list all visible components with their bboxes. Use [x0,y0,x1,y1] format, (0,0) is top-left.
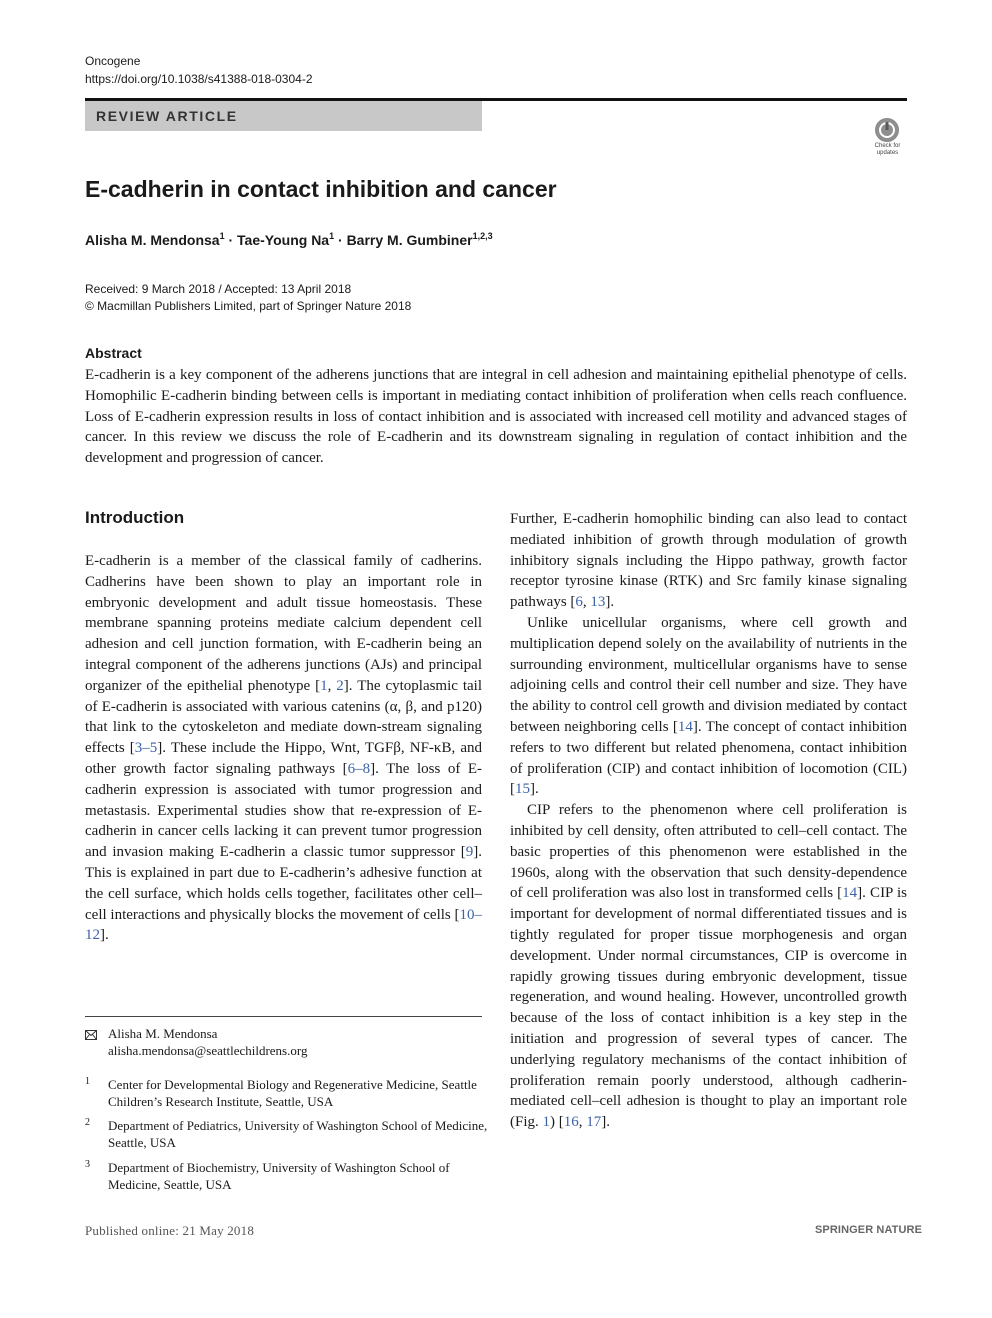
paragraph-text: ]. [601,1114,611,1131]
paragraph-text: ) [ [550,1114,564,1131]
paragraph-text: CIP refers to the phenomenon where cell proliferation is inhibited by cell density, often attributed to cell–cell contact. The basic properties of this phenomenon were established in the 1960s, along with the observation that such density-dependence of cell proliferation was also lost in transformed cells [ [510,802,907,902]
abstract-text: E-cadherin is a key component of the adherens junctions that are integral in cell adhesion and maintaining epithelial phenotype of cells. Homophilic E-cadherin binding between cells is important in mediating contact inhibition of proliferation when cells reach confluence. Loss of E-cadherin expression results in loss of contact inhibition and is associated with increased cell motility and advanced stages of cancer. In this review we discuss the role of E-cadherin and its downstream signaling in regulation of contact inhibition and the development and progression of cancer. [85,367,907,467]
author-affiliation-mark: 1 [219,231,225,241]
citation-link[interactable]: 16 [563,1114,579,1131]
abstract-heading: Abstract [85,345,142,361]
citation-link[interactable]: 13 [590,594,606,611]
citation-dash: – [355,760,363,777]
citation-link[interactable]: 12 [85,927,100,944]
introduction-heading: Introduction [85,508,185,527]
citation-link[interactable]: 5 [149,740,158,757]
citation-link[interactable]: 10 [459,906,475,923]
paragraph-text: Unlike unicellular organisms, where cell growth and multiplication depend solely on the availability of nutrients in the surrounding environment, multicellular organisms have to sense adjoining cells and control their cell number and size. They have the ability to control cell growth and division mediated by contact between neighboring cells [ [510,614,907,735]
paragraph-text: ]. The concept of contact inhibition refers to two different but related phenomena, contact inhibition of proliferation (CIP) and contact inhibition of locomotion (CIL) [ [510,718,907,798]
paragraph-text: ]. The loss of E-cadherin expression is associated with tumor progression and metastasis. Experimental studies show that re-expression of E-cadherin in cancer cells lacking it can prevent tumor progression and invasion making E-cadherin a classic tumor suppressor [ [85,760,483,861]
citation-link[interactable]: 8 [362,760,371,777]
paragraph-text: ]. The cytoplasmic tail of E-cadherin is associated with various catenins (α, β, and p120) that link to the cytoskeleton and mediate down-stream signaling effects [ [85,677,483,757]
intro-paragraph [510,800,907,1133]
affiliation-text: Center for Developmental Biology and Regenerative Medicine, Seattle Children’s Research Institute, Seattle, USA [108,1077,477,1109]
intro-paragraph [85,551,482,946]
citation-link[interactable]: 15 [515,781,530,798]
footnote-rule [85,1016,482,1017]
citation-link[interactable]: 9 [465,844,474,861]
intro-paragraph [510,509,907,613]
published-online-date: Published online: 21 May 2018 [85,1223,255,1238]
check-updates-icon [875,118,899,142]
author-name[interactable]: Barry M. Gumbiner [346,232,473,248]
check-for-updates-badge[interactable] [868,116,907,156]
author-name[interactable]: Alisha M. Mendonsa [85,232,220,248]
article-type-banner: REVIEW ARTICLE [85,101,482,131]
author-separator: · [338,232,343,248]
check-updates-line2: updates [876,150,899,156]
intro-paragraph [510,613,907,800]
springer-nature-logo: SPRINGER NATURE [815,1224,923,1236]
citation-link[interactable]: 6 [347,760,356,777]
figure-link[interactable]: 1 [542,1114,551,1131]
citation-link[interactable]: 1 [320,677,328,694]
paragraph-text: ]. CIP is important for development of normal differentiated tissues and is tightly regulated for proper tissue morphogenesis and organ development. Under normal circumstances, CIP is overcome in rapidly growing tissues during embryonic development, tissue regeneration, and wound healing. However, uncontrolled growth because of the loss of contact inhibition is a key step in the initiation and progression of several types of cancer. The underlying regulatory mechanisms of the contact inhibition of proliferation remain poorly understood, although cadherin-mediated cell–cell adhesion is thought to play an important role (Fig. [510,885,907,1131]
citation-link[interactable]: 2 [336,677,344,694]
citation-link[interactable]: 6 [575,594,583,611]
doi-link[interactable]: https://doi.org/10.1038/s41388-018-0304-2 [85,72,313,86]
received-accepted-dates: Received: 9 March 2018 / Accepted: 13 April 2018 [85,282,352,296]
paragraph-text: , [582,594,591,611]
left-column [85,551,482,946]
copyright-line: © Macmillan Publishers Limited, part of Springer Nature 2018 [85,299,412,313]
affiliation-number: 3 [85,1159,90,1170]
paragraph-text: ]. [530,781,539,798]
affiliation-number: 2 [85,1117,90,1128]
author-name[interactable]: Tae-Young Na [237,232,330,248]
author-affiliation-mark: 1,2,3 [472,231,493,241]
corresponding-author-name: Alisha M. Mendonsa [108,1026,218,1041]
author-list [85,229,493,251]
right-column [510,509,907,1133]
citation-link[interactable]: 14 [842,885,858,902]
corresponding-author-email[interactable]: alisha.mendonsa@seattlechildrens.org [108,1043,308,1058]
paragraph-text: ]. These include the Hippo, Wnt, TGFβ, NF-κB, and other growth factor signaling pathways [ [85,740,482,777]
article-title: E-cadherin in contact inhibition and cancer [85,176,557,202]
journal-name: Oncogene [85,54,141,68]
affiliation-text: Department of Biochemistry, University of Washington School of Medicine, Seattle, USA [108,1160,450,1192]
paragraph-text: Further, E-cadherin homophilic binding can also lead to contact mediated inhibition of growth through modulation of growth inhibitory signals including the Hippo pathway, growth factor receptor tyrosine kinase (RTK) and Src family kinase signaling pathways [ [510,511,907,611]
author-separator: · [228,232,234,248]
paragraph-text: ]. [100,927,109,944]
citation-link[interactable]: 3 [134,740,143,757]
envelope-icon [85,1027,97,1037]
citation-dash: – [142,740,150,757]
paragraph-text: ]. [605,594,615,611]
paragraph-text: E-cadherin is a member of the classical family of cadherins. Cadherins have been shown to play an important role in embryonic development and adult tissue homeostasis. These membrane spanning proteins mediate calcium dependent cell adhesion and cell junction formation, with E-cadherin being an integral component of the adherens junctions (AJs) and principal organizer of the epithelial phenotype [ [85,553,482,694]
affiliation-text: Department of Pediatrics, University of Washington School of Medicine, Seattle, USA [108,1118,488,1150]
citation-link[interactable]: 14 [677,718,693,735]
paragraph-text: , [578,1114,587,1131]
affiliation-number: 1 [85,1076,90,1087]
check-updates-label [868,143,907,157]
citation-dash: – [474,906,482,923]
citation-link[interactable]: 17 [586,1114,602,1131]
check-updates-line1: Check for [874,143,901,149]
paragraph-text: , [327,677,337,694]
paragraph-text: ]. This is explained in part due to E-cadherin’s adhesive function at the cell surface, which holds cells together, facilitates other cell–cell interactions and physically blocks the movement of cells [ [85,844,482,923]
author-affiliation-mark: 1 [329,231,335,241]
